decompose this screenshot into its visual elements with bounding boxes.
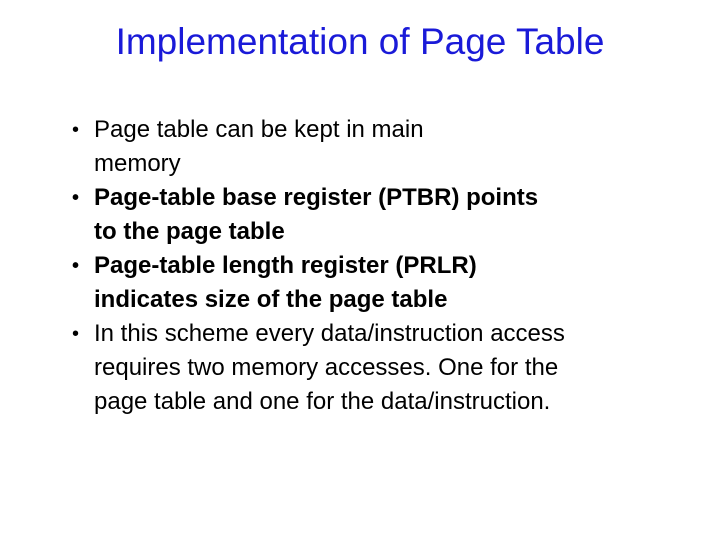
- bullet-item-3: [72, 249, 632, 317]
- bullet-list: [72, 113, 632, 419]
- bullet-item-4: [72, 317, 632, 419]
- bullet-text: Page-table length register (PRLR) indicates size of the page table: [94, 252, 477, 313]
- slide-title: Implementation of Page Table: [115, 21, 605, 62]
- bullet-text: Page-table base register (PTBR) points to the page table: [94, 184, 539, 245]
- bullet-text: Page table can be kept in main memory: [94, 116, 424, 177]
- bullet-text: In this scheme every data/instruction access requires two memory accesses. One for the page table and one for the data/instruction.: [94, 320, 565, 415]
- bullet-marker: •: [72, 119, 80, 141]
- bullet-item-2: [72, 181, 632, 249]
- bullet-marker: •: [72, 255, 80, 277]
- bullet-item-1: [72, 113, 632, 181]
- bullet-marker: •: [72, 323, 80, 345]
- bullet-marker: •: [72, 187, 80, 209]
